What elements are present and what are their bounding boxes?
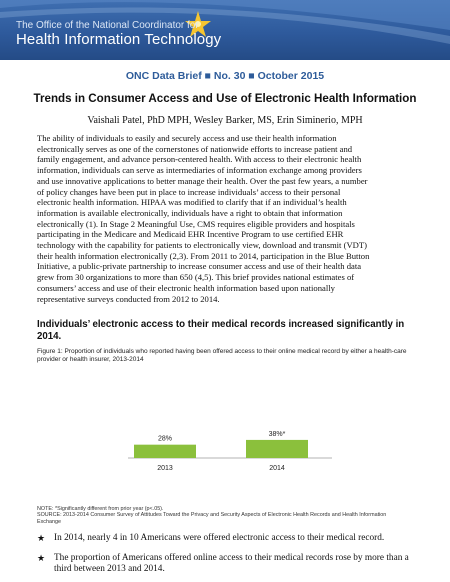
intro-line: grew from 30 organizations to more than 650 (4,5). This brief provides national estimates of	[37, 272, 355, 283]
intro-line: Initiative, a public-private partnership to increase consumer access and use of their health data	[37, 261, 362, 272]
x-tick-label-2013: 2013	[157, 465, 173, 472]
bar-2013	[134, 445, 196, 458]
bullet-text: The proportion of Americans offered online access to their medical records rose by more than a third between 2013 and 2014.	[54, 553, 409, 574]
intro-line: technology with the capability for patients to electronically view, download and transmit (VDT)	[37, 240, 367, 251]
intro-line: information, individuals can serve as intermediaries of information exchange among providers	[37, 165, 362, 176]
intro-line: of policy changes have been put in place to increase individuals’ access to their personal	[37, 186, 341, 197]
bar-chart	[120, 376, 340, 512]
data-label-2013: 28%	[157, 435, 173, 443]
intro-line: electronically serves as one of the cornerstones of nationwide efforts to increase patient and	[37, 143, 353, 154]
intro-line: electronic health information. HIPAA was modified to clarify that if an individual’s health	[37, 197, 347, 208]
intro-line: The ability of individuals to easily and securely access and use their health information	[37, 133, 337, 143]
x-tick-label-2014: 2014	[269, 465, 285, 472]
authors: Vaishali Patel, PhD MPH, Wesley Barker, MS, Erin Siminerio, MPH	[87, 115, 363, 126]
star-bullet-icon: ★	[37, 553, 46, 563]
chart-notes	[37, 506, 437, 525]
intro-line: their health information electronically (2,3). From 2011 to 2014, participation in the Blue Button	[37, 250, 370, 261]
section-heading: Individuals’ electronic access to their medical records increased significantly in 2014.	[37, 319, 405, 342]
intro-line: participating in the Medicare and Medicaid EHR Incentive Program to use certified EHR	[37, 229, 344, 240]
intro-line: representative surveys conducted from 2012 to 2014.	[37, 293, 220, 304]
note-line: NOTE: *Significantly different from prior year (p<.05).	[37, 506, 164, 512]
figure-caption: Figure 1: Proportion of individuals who reported having been offered access to their online medical record by either a health-care provider or health insurer, 2013-2014	[37, 348, 407, 363]
intro-line: and use innovative applications to better manage their health. Over the past few years, a number	[37, 175, 368, 186]
header-banner	[0, 0, 450, 60]
brief-info: ONC Data Brief ■ No. 30 ■ October 2015	[125, 70, 325, 82]
source-line: SOURCE: 2013-2014 Consumer Survey of Attitudes Toward the Privacy and Security Aspects of Electronic Health Records and Health Information	[37, 512, 387, 519]
intro-line: consumers’ access and use of their electronic health information based upon nationally	[37, 282, 335, 293]
header-org-line1: The Office of the National Coordinator for	[16, 20, 199, 31]
bar-2014	[246, 440, 308, 458]
intro-line: information is available electronically, individuals have a right to obtain that information	[37, 207, 343, 218]
bullet-text: In 2014, nearly 4 in 10 Americans were offered electronic access to their medical record.	[54, 533, 385, 543]
page-title: Trends in Consumer Access and Use of Electronic Health Information	[33, 92, 417, 105]
intro-line: family engagement, and advance person-centered health. With access to their electronic health	[37, 154, 362, 165]
intro-line: electronically (1). In Stage 2 Meaningful Use, CMS requires eligible providers and hospitals	[37, 218, 355, 229]
intro-paragraph	[37, 133, 415, 304]
star-bullet-icon: ★	[37, 533, 46, 543]
source-line-cont: Exchange	[37, 518, 61, 525]
header-org-line2: Health Information Technology	[16, 31, 222, 48]
data-label-2014: 38%*	[268, 430, 286, 438]
